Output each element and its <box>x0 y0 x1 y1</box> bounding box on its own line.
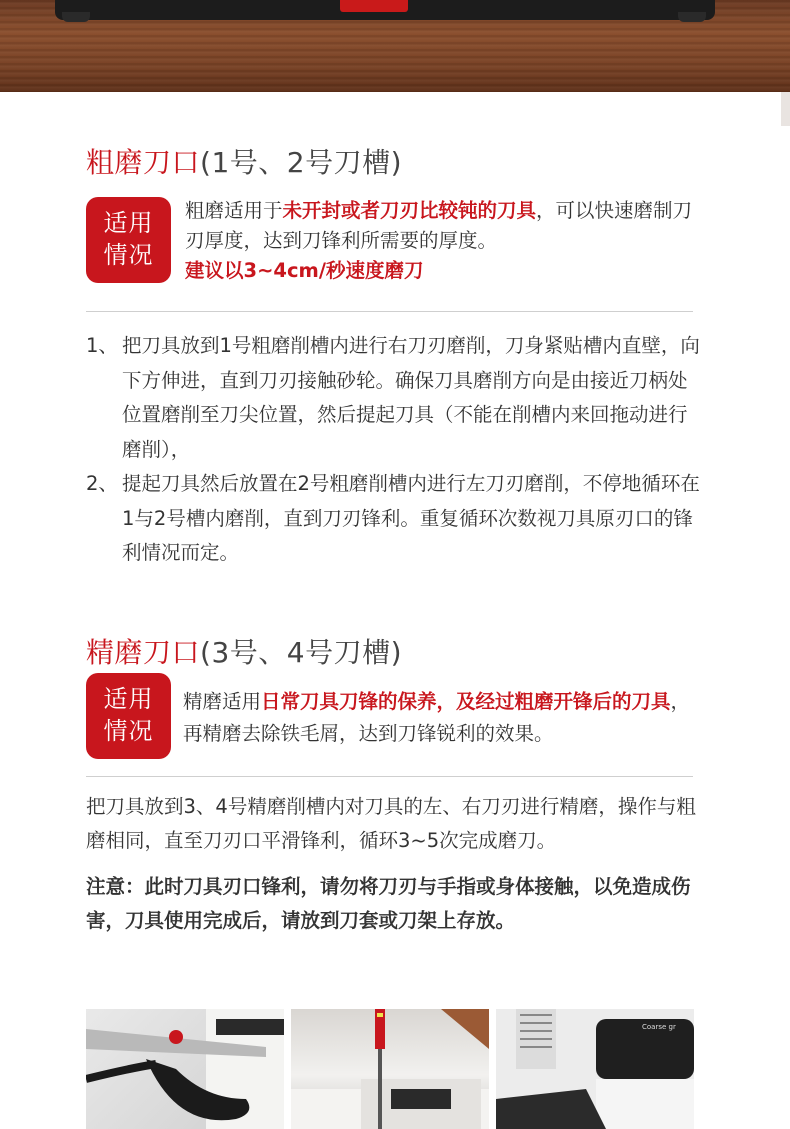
section1-steps <box>86 329 700 571</box>
power-switch <box>340 0 408 12</box>
badge-line2: 情况 <box>103 241 154 269</box>
step-number: 1、 <box>86 334 118 357</box>
screwdriver-illustration <box>291 1009 489 1129</box>
edge-decoration <box>781 92 790 126</box>
step-text: 提起刀具然后放置在2号粗磨削槽内进行左刀刃磨削，不停地循环在1与2号槽内磨削，直到刀刃锋利。重复循环次数视刀具原刃口的锋利情况而定。 <box>122 472 700 564</box>
step-item <box>86 467 700 571</box>
photo-scissors <box>86 1009 284 1129</box>
desc-highlight: 日常刀具刀锋的保养，及经过粗磨开锋后的刀具 <box>261 690 671 713</box>
desc-prefix: 精磨适用 <box>183 690 262 713</box>
section2-paragraph: 把刀具放到3、4号精磨削槽内对刀具的左、右刀刃进行精磨，操作与粗磨相同，直至刀刃口平滑锋利，循环3~5次完成磨刀。 <box>86 795 696 852</box>
section1-title-slots: (1号、2号刀槽) <box>200 146 402 179</box>
section2-description <box>183 686 708 750</box>
rubber-foot-right <box>678 12 706 22</box>
section2-title-main: 精磨刀口 <box>86 636 201 669</box>
section1-title <box>86 141 402 181</box>
section2-title-slots: (3号、4号刀槽) <box>200 636 402 669</box>
section1-description <box>185 196 695 286</box>
sharpener-illustration <box>496 1009 694 1129</box>
photo-sharpener <box>496 1009 694 1129</box>
scissors-illustration <box>86 1009 284 1129</box>
desc-suffix: ，再精磨去除铁毛屑，达到刀锋锐利的效果。 <box>183 690 691 745</box>
coarse-label: Coarse gr <box>642 1023 676 1031</box>
section1-divider <box>86 311 693 312</box>
badge-line2: 情况 <box>103 717 154 745</box>
speed-tip: 建议以3~4cm/秒速度磨刀 <box>185 259 424 282</box>
desc-suffix: ，可以快速磨制刀刃厚度，达到刀锋利所需要的厚度。 <box>185 199 693 252</box>
section2-divider <box>86 776 693 777</box>
desc-prefix: 粗磨适用于 <box>185 199 283 222</box>
badge-line1: 适用 <box>103 685 154 713</box>
step-number: 2、 <box>86 472 118 495</box>
section2-badge <box>86 673 171 759</box>
desc-highlight: 未开封或者刀刃比较钝的刀具 <box>282 199 537 222</box>
badge-line1: 适用 <box>103 209 154 237</box>
top-product-photo <box>0 0 790 92</box>
section2-title <box>86 631 402 671</box>
photo-screwdriver <box>291 1009 489 1129</box>
step-item <box>86 329 700 467</box>
section1-badge <box>86 197 171 283</box>
rubber-foot-left <box>62 12 90 22</box>
safety-note: 注意：此时刀具刃口锋利，请勿将刀刃与手指或身体接触，以免造成伤害，刀具使用完成后，请放到刀套或刀架上存放。 <box>86 875 691 932</box>
section1-title-main: 粗磨刀口 <box>86 146 201 179</box>
step-text: 把刀具放到1号粗磨削槽内进行右刀刃磨削，刀身紧贴槽内直壁，向下方伸进，直到刀刃接触砂轮。确保刀具磨削方向是由接近刀柄处位置磨削至刀尖位置，然后提起刀具（不能在削槽内来回拖动进行磨削）， <box>122 334 700 461</box>
